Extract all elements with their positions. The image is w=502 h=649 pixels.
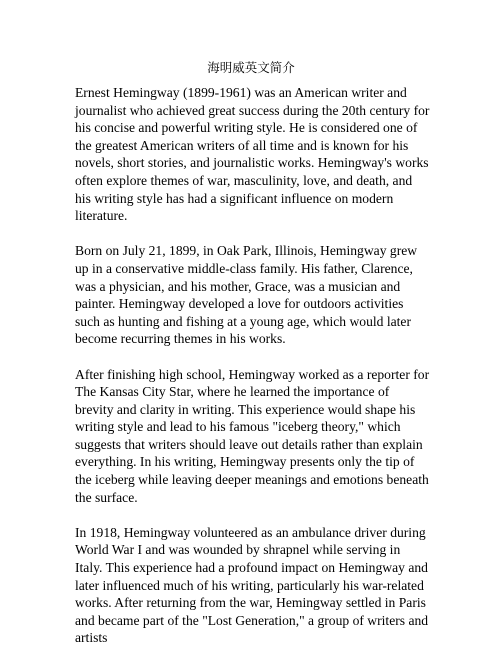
paragraph-intro: Ernest Hemingway (1899-1961) was an American writer and journalist who achieved great success during the 20th century for his concise and powerful writing style. He is considered one of the greatest American writers of all time and is known for his novels, short stories, and journalistic works. Hemingway's works often explore themes of war, masculinity, love, and death, and his writing style has had a significant influence on modern literature. (75, 85, 430, 224)
paragraph-journalism: After finishing high school, Hemingway worked as a reporter for The Kansas City Star, where he learned the importance of brevity and clarity in writing. This experience would shape his writing style and lead to his famous "iceberg theory," which suggests that writers should leave out details rather than explain everything. In his writing, Hemingway presents only the tip of the iceberg while leaving deeper meanings and emotions beneath the surface. (75, 366, 430, 505)
paragraph-war: In 1918, Hemingway volunteered as an ambulance driver during World War I and was wounded by shrapnel while serving in Italy. This experience had a profound impact on Hemingway and later influenced much of his writing, particularly his war-related works. After returning from the war, Hemingway settled in Paris and became part of the "Lost Generation," a group of writers and artists (75, 524, 429, 646)
page-title: 海明威英文简介 (207, 60, 295, 75)
document-body (75, 84, 430, 649)
paragraph-early-life: Born on July 21, 1899, in Oak Park, Illinois, Hemingway grew up in a conservative middle-class family. His father, Clarence, was a physician, and his mother, Grace, was a musician and painter. Hemingway developed a love for outdoors activities such as hunting and fishing at a young age, which would later become recurring themes in his works. (75, 243, 418, 347)
